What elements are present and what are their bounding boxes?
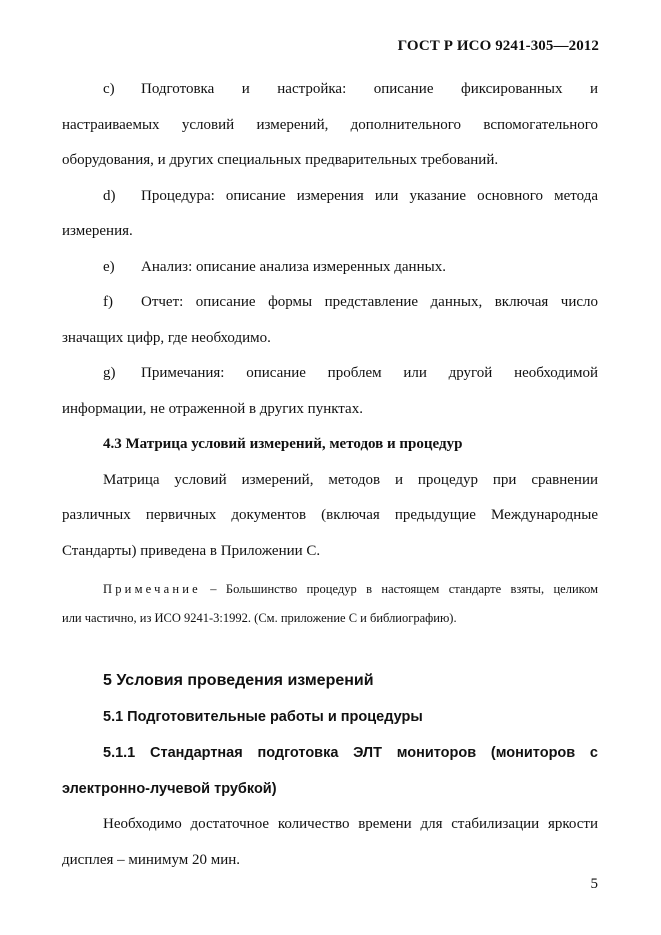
page-number: 5 <box>590 876 598 892</box>
list-item-d-text: Процедура: описание измерения или указание основного метода <box>141 187 598 204</box>
section-5-1-1-heading-line1: 5.1.1 Стандартная подготовка ЭЛТ мониторов (мониторов с <box>103 745 598 761</box>
list-item-g <box>62 356 598 427</box>
document-header: ГОСТ Р ИСО 9241-305—2012 <box>397 38 599 54</box>
note-dash: – <box>200 582 226 596</box>
list-item-g-first-line <box>62 356 598 392</box>
section-5-1-1-body-continuation: дисплея – минимум 20 мин. <box>62 851 241 868</box>
note-label: Примечание <box>103 582 201 596</box>
note-continuation: или частично, из ИСО 9241-3:1992. (См. приложение С и библиографию). <box>62 611 457 625</box>
list-item-e-text: Анализ: описание анализа измеренных данных. <box>141 258 446 275</box>
list-item-d-label: d) <box>103 187 116 204</box>
list-item-d-first-line <box>62 179 598 215</box>
list-item-g-text: Примечания: описание проблем или другой необходимой <box>141 365 598 381</box>
list-item-e-label: e) <box>103 258 115 275</box>
note-text: Большинство процедур в настоящем стандарте взяты, целиком <box>225 582 598 596</box>
list-item-c <box>62 72 598 179</box>
section-4-3-body-first-line: Матрица условий измерений, методов и процедур при сравнении <box>103 471 598 488</box>
section-4-3-heading: 4.3 Матрица условий измерений, методов и процедур <box>103 436 463 452</box>
list-item-e-first-line <box>62 250 598 286</box>
list-item-f-label: f) <box>103 294 113 310</box>
section-4-3-body-continuation: различных первичных документов (включая предыдущие Международные Стандарты) приведена в Приложении С. <box>62 507 598 559</box>
list-item-f-text: Отчет: описание формы представление данных, включая число <box>141 294 598 310</box>
list-item-d-continuation: измерения. <box>62 223 133 239</box>
section-5-1-1-body-first-line: Необходимо достаточное количество времени для стабилизации яркости <box>103 816 598 832</box>
list-item-f <box>62 285 598 356</box>
list-item-f-continuation: значащих цифр, где необходимо. <box>62 329 271 346</box>
list-item-c-first-line <box>62 72 598 108</box>
list-item-e <box>62 250 598 286</box>
list-item-f-first-line <box>62 285 598 321</box>
list-item-g-label: g) <box>103 365 116 381</box>
list-item-c-label: c) <box>103 81 115 97</box>
note-first-line <box>62 575 598 604</box>
note-block <box>62 575 598 633</box>
list-item-g-continuation: информации, не отраженной в других пунктах. <box>62 400 363 417</box>
page-content <box>62 72 598 878</box>
section-5-title: 5 Условия проведения измерений <box>103 672 374 689</box>
section-5-1-heading: 5.1 Подготовительные работы и процедуры <box>103 709 423 725</box>
section-5-1-1-heading-line2: электронно-лучевой трубкой) <box>62 781 277 797</box>
list-item-d <box>62 179 598 250</box>
list-item-c-text: Подготовка и настройка: описание фиксированных и <box>141 81 598 97</box>
list-item-c-continuation: настраиваемых условий измерений, дополнительного вспомогательного оборудования, и других специальных предварительных требований. <box>62 116 598 168</box>
